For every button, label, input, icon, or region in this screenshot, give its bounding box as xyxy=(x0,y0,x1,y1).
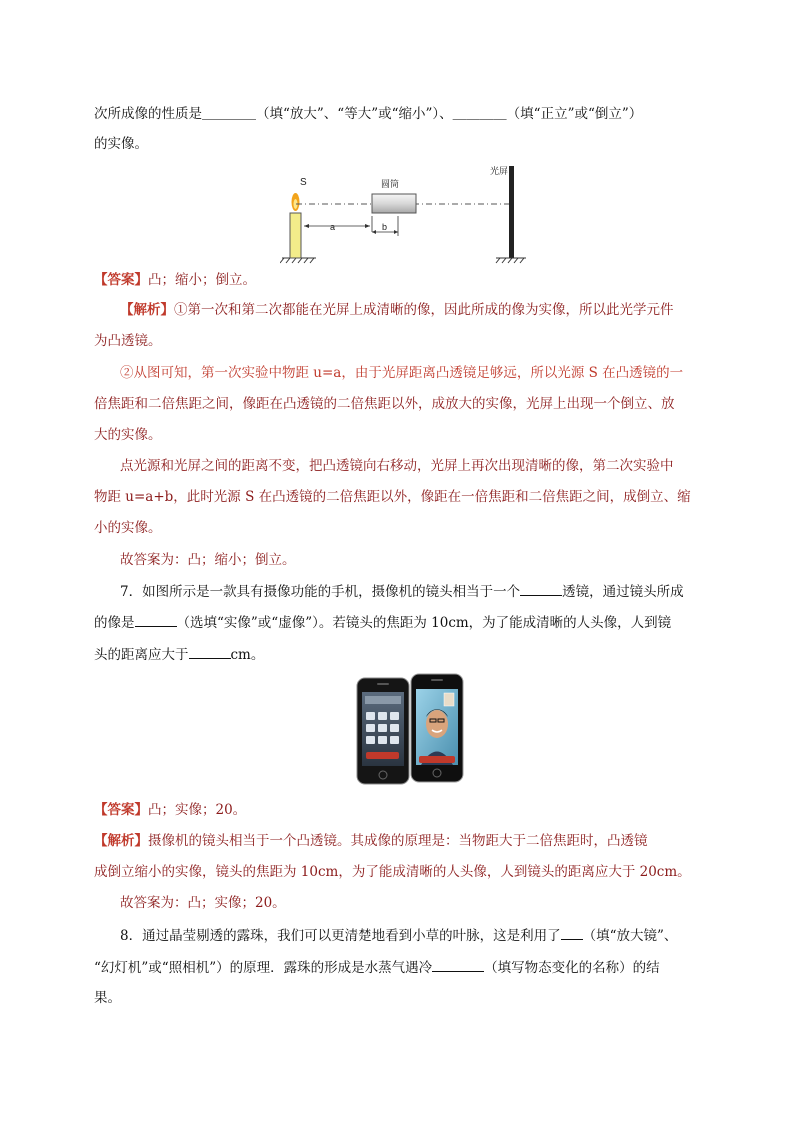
label-s: S xyxy=(300,177,307,188)
q8-line1 xyxy=(120,925,677,946)
answer-blank[interactable]: ＿＿＿＿ xyxy=(452,106,507,122)
answer-blank[interactable] xyxy=(561,925,583,940)
label-tube: 圆筒 xyxy=(381,180,400,190)
q7-line3 xyxy=(94,644,264,665)
q7-final: 故答案为：凸；实像；20。 xyxy=(120,895,286,911)
analysis-text: 摄像机的镜头相当于一个凸透镜。其成像的原理是：当物距大于二倍焦距时，凸透镜 xyxy=(148,833,648,849)
q7-analysis-l1 xyxy=(94,831,648,851)
answer-text: 凸；实像；20。 xyxy=(148,802,247,818)
analysis-tag: 【解析】 xyxy=(94,833,148,849)
optics-diagram xyxy=(280,160,550,264)
ground-right xyxy=(496,258,526,263)
q8-line2 xyxy=(94,957,660,978)
answer-tag: 【答案】 xyxy=(94,802,148,818)
answer-blank[interactable] xyxy=(520,581,562,596)
q6-analysis-l8: 小的实像。 xyxy=(94,520,162,536)
q6-analysis-l4: 倍焦距和二倍焦距之间，像距在凸透镜的二倍焦距以外，成放大的实像，光屏上出现一个倒立、放 xyxy=(94,396,675,412)
q8-text: 8．通过晶莹剔透的露珠，我们可以更清楚地看到小草的叶脉，这是利用了 xyxy=(120,928,561,944)
q8-text: （填“放大镜”、 xyxy=(582,928,678,944)
answer-tag: 【答案】 xyxy=(94,272,148,288)
candle xyxy=(290,213,301,258)
answer-blank[interactable] xyxy=(432,957,484,972)
light-screen xyxy=(509,166,514,258)
answer-blank[interactable] xyxy=(189,644,231,659)
q6-text: 次所成像的性质是 xyxy=(94,106,202,122)
ground-left xyxy=(280,258,316,263)
q7-text: 的像是 xyxy=(94,615,135,631)
q6-final: 故答案为：凸；缩小；倒立。 xyxy=(120,552,296,568)
q6-answer xyxy=(94,270,256,290)
q6-text: （填“放大”、“等大”或“缩小”）、 xyxy=(256,106,453,122)
label-b: b xyxy=(382,222,388,232)
q6-analysis-l3: ②从图可知，第一次实验中物距 u=a，由于光屏距离凸透镜足够远，所以光源 S 在凸透镜的一 xyxy=(120,365,684,381)
q8-line3: 果。 xyxy=(94,990,121,1006)
answer-text: 凸；缩小；倒立。 xyxy=(148,272,256,288)
q7-text: 7．如图所示是一款具有摄像功能的手机，摄像机的镜头相当于一个 xyxy=(120,584,521,600)
phone-illustration xyxy=(355,672,467,790)
q7-analysis-l2: 成倒立缩小的实像，镜头的焦距为 10cm，为了能成清晰的人头像，人到镜头的距离应大于 20cm。 xyxy=(94,864,691,880)
analysis-tag: 【解析】 xyxy=(120,302,174,318)
q6-analysis-l6: 点光源和光屏之间的距离不变，把凸透镜向右移动，光屏上再次出现清晰的像，第二次实验中 xyxy=(120,458,674,474)
label-screen: 光屏 xyxy=(490,167,509,177)
q6-analysis-l1 xyxy=(120,300,674,320)
q7-line1 xyxy=(120,581,684,602)
q8-text: “幻灯机”或“照相机”）的原理．露珠的形成是水蒸气遇冷 xyxy=(94,960,433,976)
answer-blank[interactable]: ＿＿＿＿ xyxy=(202,106,256,122)
q6-line1 xyxy=(94,104,642,124)
analysis-text: ①第一次和第二次都能在光屏上成清晰的像，因此所成的像为实像，所以此光学元件 xyxy=(174,302,674,318)
answer-blank[interactable] xyxy=(135,612,177,627)
q7-text: （选填“实像”或“虚像”）。若镜头的焦距为 10cm，为了能成清晰的人头像，人到镜 xyxy=(176,615,672,631)
q6-line2: 的实像。 xyxy=(94,136,148,152)
phone-right xyxy=(411,674,463,782)
label-a: a xyxy=(330,222,336,232)
phone-left xyxy=(357,678,409,784)
q7-text: cm。 xyxy=(230,647,265,663)
q7-line2 xyxy=(94,612,671,633)
q6-analysis-l5: 大的实像。 xyxy=(94,427,162,443)
q8-text: （填写物态变化的名称）的结 xyxy=(484,960,660,976)
q6-analysis-l2: 为凸透镜。 xyxy=(94,333,162,349)
q7-text: 头的距离应大于 xyxy=(94,647,189,663)
q7-answer xyxy=(94,800,246,820)
q6-text: （填“正立”或“倒立”） xyxy=(506,106,643,122)
q7-text: 透镜，通过镜头所成 xyxy=(562,584,684,600)
tube xyxy=(372,194,416,213)
q6-analysis-l7: 物距 u=a+b，此时光源 S 在凸透镜的二倍焦距以外，像距在一倍焦距和二倍焦距之间，成倒立、缩 xyxy=(94,489,691,505)
